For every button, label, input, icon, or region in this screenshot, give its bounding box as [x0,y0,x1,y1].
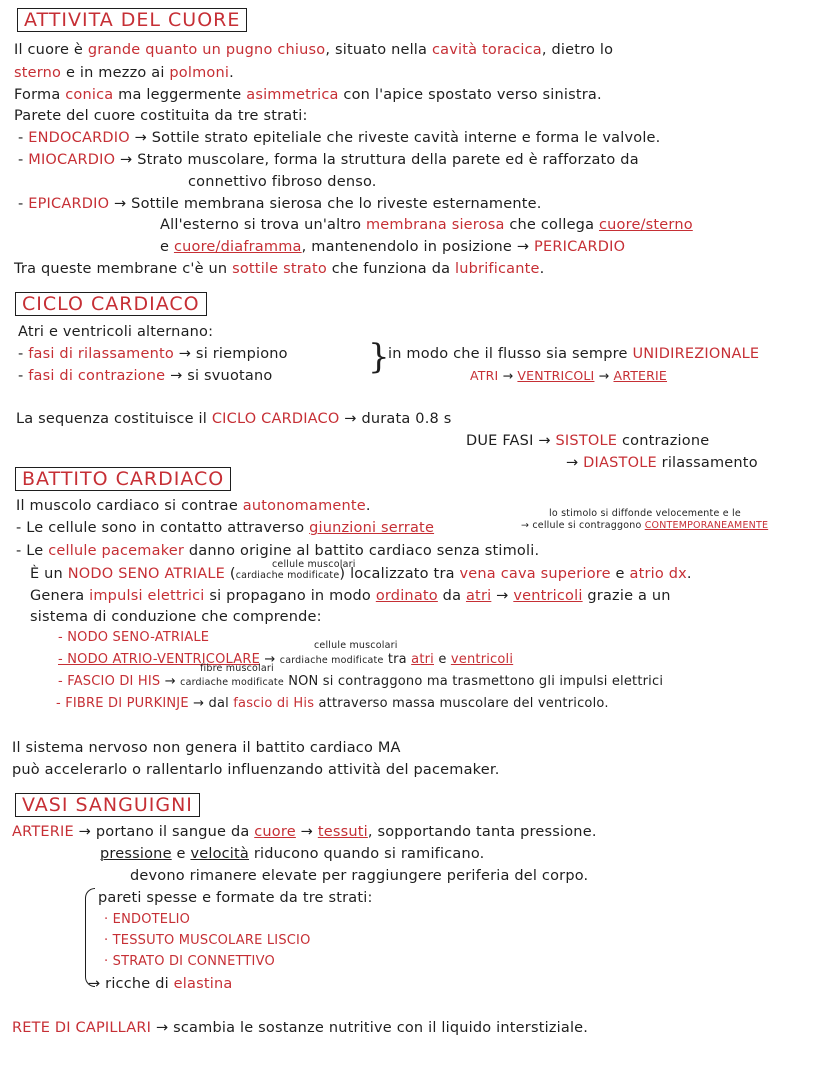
text-line: → DIASTOLE rilassamento [566,455,758,471]
text-line: → ricche di elastina [88,976,233,992]
text-line: pressione e velocità riducono quando si ramificano. [100,846,485,862]
list-item-fascio-his: - FASCIO DI HIS → cardiache modificate NON si contraggono ma trasmettono gli impulsi elettrici [58,674,664,689]
section-title-battito: BATTITO CARDIACO [15,467,231,491]
text-line: - Le cellule pacemaker danno origine al battito cardiaco senza stimoli. [16,543,540,559]
text-line: sterno e in mezzo ai polmoni. [14,65,234,81]
text-line: Il cuore è grande quanto un pugno chiuso, situato nella cavità toracica, dietro lo [14,42,614,58]
text-line: connettivo fibroso denso. [188,174,377,190]
list-item-connettivo: · STRATO DI CONNETTIVO [104,954,275,969]
curly-brace: } [368,337,390,377]
text-line: ARTERIE → portano il sangue da cuore → tessuti, sopportando tanta pressione. [12,824,597,840]
side-note: → cellule si contraggono CONTEMPORANEAMENTE [521,520,769,531]
list-item-tessuto: · TESSUTO MUSCOLARE LISCIO [104,933,311,948]
small-note: cellule muscolari [314,640,398,651]
list-item-nodo-atrio: - NODO ATRIO-VENTRICOLARE → cardiache modificate tra atri e ventricoli [58,652,514,667]
bracket [85,888,95,987]
text-line: sistema di conduzione che comprende: [30,609,322,625]
flow-line: ATRI → VENTRICOLI → ARTERIE [470,368,668,383]
list-item-endotelio: · ENDOTELIO [104,912,191,927]
text-line: in modo che il flusso sia sempre UNIDIREZIONALE [388,346,760,362]
side-note: lo stimolo si diffonde velocemente e le [549,508,741,519]
text-line: Forma conica ma leggermente asimmetrica con l'apice spostato verso sinistra. [14,87,602,103]
text-line: Tra queste membrane c'è un sottile strato che funziona da lubrificante. [14,261,545,277]
list-item-miocardio: - MIOCARDIO → Strato muscolare, forma la struttura della parete ed è rafforzato da [18,152,639,168]
list-item-nodo-seno: - NODO SENO-ATRIALE [58,630,210,645]
text-line: La sequenza costituisce il CICLO CARDIACO → durata 0.8 s [16,411,452,427]
section-title-ciclo: CICLO CARDIACO [15,292,207,316]
text-line: DUE FASI → SISTOLE contrazione [466,433,710,449]
list-item-epicardio: - EPICARDIO → Sottile membrana sierosa che lo riveste esternamente. [18,196,542,212]
list-item-purkinje: - FIBRE DI PURKINJE → dal fascio di His attraverso massa muscolare del ventricolo. [56,696,609,711]
text-line: Atri e ventricoli alternano: [18,324,214,340]
text-line: Parete del cuore costituita da tre strati: [14,108,308,124]
text-line: È un NODO SENO ATRIALE (cardiache modificate) localizzato tra vena cava superiore e atrio dx. [30,566,692,582]
text-line: All'esterno si trova un'altro membrana sierosa che collega cuore/sterno [160,217,693,233]
list-item-rilassamento: - fasi di rilassamento → si riempiono [18,346,288,362]
small-note: cellule muscolari [272,559,356,570]
text-line: e cuore/diaframma, mantenendolo in posizione → PERICARDIO [160,239,626,255]
small-note: fibre muscolari [200,663,274,674]
list-item-contrazione: - fasi di contrazione → si svuotano [18,368,273,384]
text-line: Il muscolo cardiaco si contrae autonomamente. [16,498,371,514]
text-line: devono rimanere elevate per raggiungere periferia del corpo. [130,868,589,884]
section-title-attivita: ATTIVITA DEL CUORE [17,8,247,32]
list-item-endocardio: - ENDOCARDIO → Sottile strato epiteliale che riveste cavità interne e forma le valvole. [18,130,661,146]
section-title-vasi: VASI SANGUIGNI [15,793,200,817]
text-line: RETE DI CAPILLARI → scambia le sostanze nutritive con il liquido interstiziale. [12,1020,589,1036]
text-line: può accelerarlo o rallentarlo influenzando attività del pacemaker. [12,762,500,778]
text-line: Il sistema nervoso non genera il battito cardiaco MA [12,740,401,756]
text-line: - Le cellule sono in contatto attraverso giunzioni serrate [16,520,435,536]
text-line: Genera impulsi elettrici si propagano in modo ordinato da atri → ventricoli grazie a un [30,588,671,604]
text-line: pareti spesse e formate da tre strati: [98,890,373,906]
